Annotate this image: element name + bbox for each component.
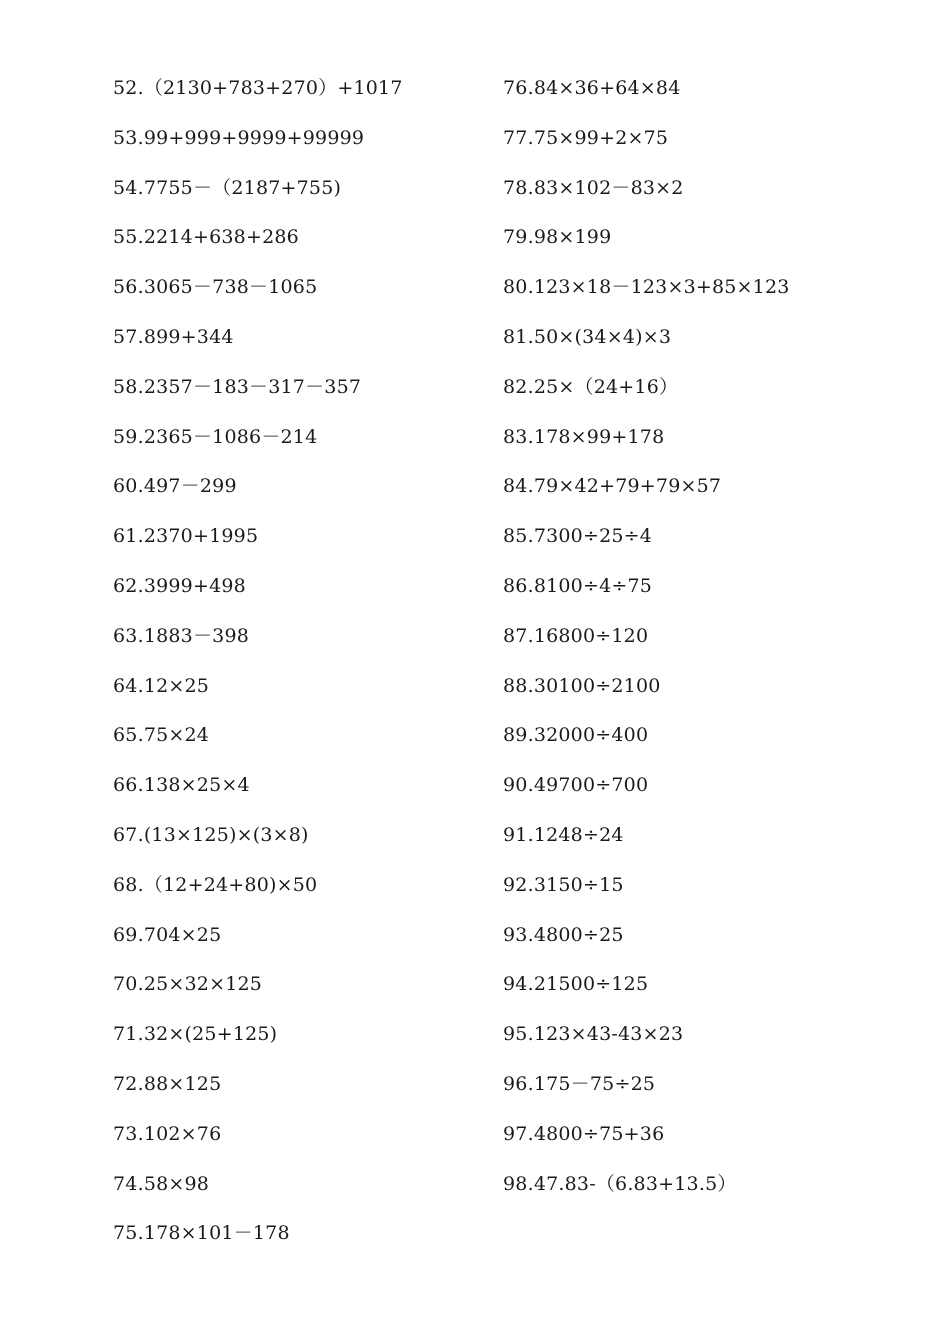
problem-item: 56.3065－738－1065 xyxy=(113,276,318,299)
problem-item: 73.102×76 xyxy=(113,1122,222,1145)
problem-item: 95.123×43-43×23 xyxy=(503,1023,684,1046)
problem-item: 75.178×101－178 xyxy=(113,1222,290,1245)
problem-item: 90.49700÷700 xyxy=(503,774,649,797)
problem-item: 61.2370+1995 xyxy=(113,525,259,548)
problem-item: 92.3150÷15 xyxy=(503,873,624,896)
problem-item: 93.4800÷25 xyxy=(503,923,624,946)
problem-item: 62.3999+498 xyxy=(113,574,246,597)
problem-item: 59.2365－1086－214 xyxy=(113,425,318,448)
problem-item: 70.25×32×125 xyxy=(113,973,263,996)
problem-item: 80.123×18－123×3+85×123 xyxy=(503,276,790,299)
problem-item: 97.4800÷75+36 xyxy=(503,1122,665,1145)
problem-item: 57.899+344 xyxy=(113,325,234,348)
problem-item: 78.83×102－83×2 xyxy=(503,176,684,199)
problem-item: 94.21500÷125 xyxy=(503,973,649,996)
problem-item: 66.138×25×4 xyxy=(113,774,250,797)
problem-item: 68.（12+24+80)×50 xyxy=(113,873,318,896)
problem-item: 98.47.83-（6.83+13.5） xyxy=(503,1172,737,1195)
problem-item: 96.175－75÷25 xyxy=(503,1072,656,1095)
problem-item: 84.79×42+79+79×57 xyxy=(503,475,722,498)
problem-item: 55.2214+638+286 xyxy=(113,226,299,249)
problem-item: 71.32×(25+125) xyxy=(113,1023,278,1046)
problem-item: 64.12×25 xyxy=(113,674,210,697)
problem-item: 81.50×(34×4)×3 xyxy=(503,325,672,348)
problem-item: 72.88×125 xyxy=(113,1072,222,1095)
problem-item: 65.75×24 xyxy=(113,724,210,747)
problem-item: 83.178×99+178 xyxy=(503,425,665,448)
problem-item: 88.30100÷2100 xyxy=(503,674,661,697)
problem-item: 58.2357－183－317－357 xyxy=(113,375,362,398)
problem-item: 91.1248÷24 xyxy=(503,823,624,846)
problem-item: 74.58×98 xyxy=(113,1172,210,1195)
problem-item: 89.32000÷400 xyxy=(503,724,649,747)
problem-item: 86.8100÷4÷75 xyxy=(503,574,653,597)
problem-item: 76.84×36+64×84 xyxy=(503,77,681,99)
problem-item: 79.98×199 xyxy=(503,226,612,249)
problem-item: 63.1883－398 xyxy=(113,624,250,647)
problem-item: 60.497－299 xyxy=(113,475,237,498)
right-problem-column xyxy=(503,74,923,1219)
problem-item: 82.25×（24+16） xyxy=(503,375,679,398)
problem-item: 67.(13×125)×(3×8) xyxy=(113,823,309,846)
problem-item: 87.16800÷120 xyxy=(503,624,649,647)
problem-item: 54.7755－（2187+755) xyxy=(113,176,342,199)
problem-item: 53.99+999+9999+99999 xyxy=(113,126,365,149)
problem-item: 69.704×25 xyxy=(113,923,222,946)
problem-item: 77.75×99+2×75 xyxy=(503,126,669,149)
problem-item: 52.（2130+783+270）+1017 xyxy=(113,77,403,99)
problem-item: 85.7300÷25÷4 xyxy=(503,525,653,548)
left-problem-column xyxy=(113,74,483,1269)
